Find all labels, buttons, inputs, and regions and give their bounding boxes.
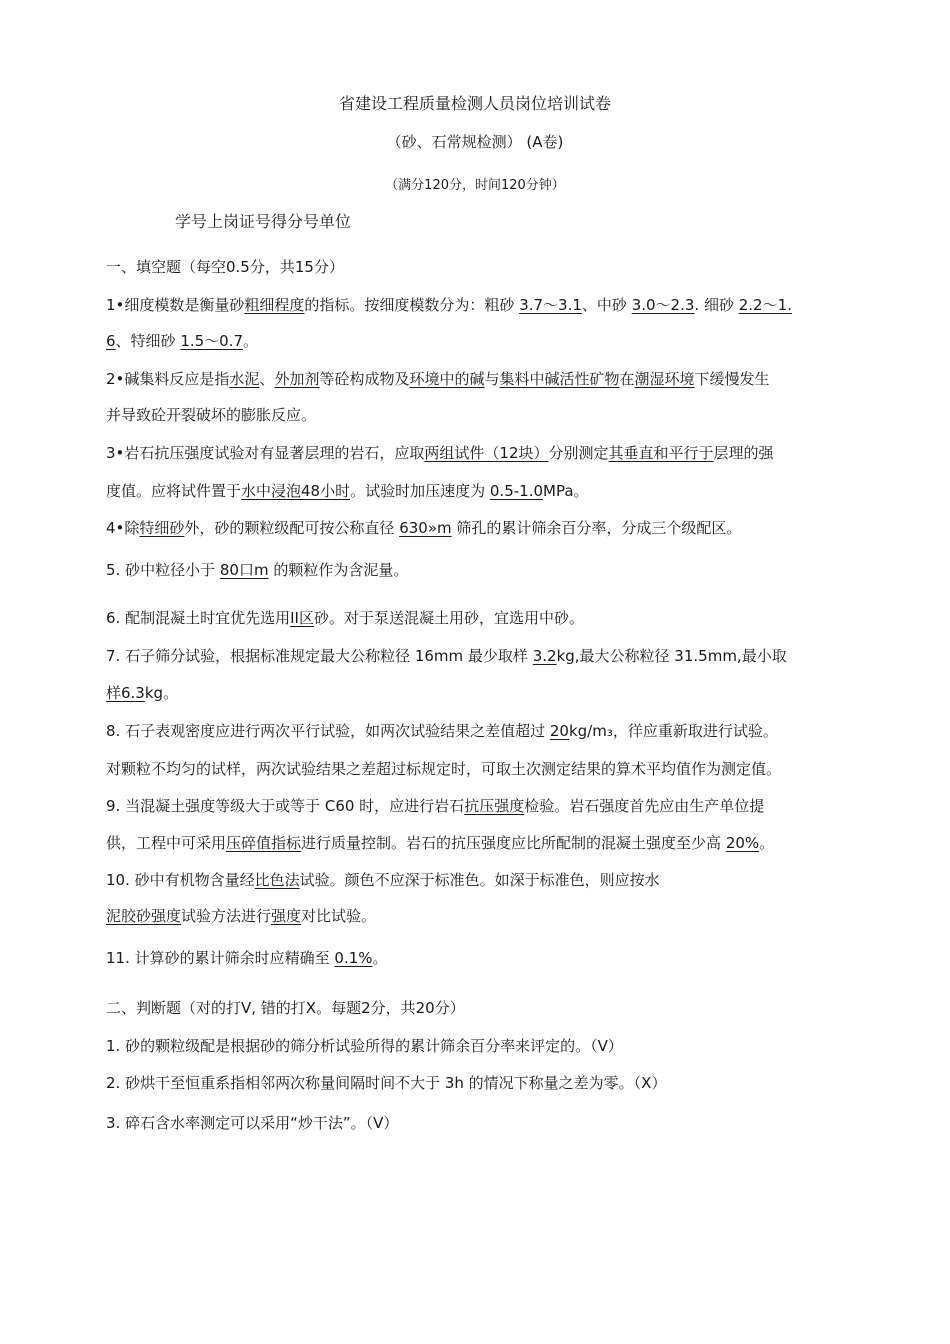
section1-line-14 (106, 796, 764, 816)
line-text: 度值。应将试件置于 (106, 482, 242, 500)
line-text: 。 (372, 949, 388, 967)
section1-line-4 (106, 405, 316, 425)
section1-line-6 (106, 481, 589, 501)
section2-line-2 (106, 1073, 666, 1093)
answer-blank: 630»m (399, 519, 452, 537)
answer-blank: 比色法 (254, 871, 300, 889)
line-text: 。试验时加压速度为 (350, 482, 490, 500)
line-text: . 细砂 (694, 296, 739, 314)
line-text: 7. 石子筛分试验，根据标准规定最大公称粒径 16mm 最少取样 (106, 647, 533, 665)
answer-blank: 样6.3 (106, 684, 145, 702)
line-text: 试验方法进行 (181, 907, 272, 925)
section1-line-3 (106, 369, 770, 389)
section1-line-10 (106, 646, 787, 666)
line-text: 2•碱集料反应是指 (106, 370, 230, 388)
line-text: 4•除 (106, 519, 140, 537)
answer-blank: 压碎值指标 (226, 834, 302, 852)
answer-blank: 3.7～3.1 (519, 296, 582, 314)
answer-blank: 0.1% (334, 949, 373, 967)
answer-blank: 两组试件（12块） (424, 444, 549, 462)
line-text: 。 (243, 332, 259, 350)
line-text: 并导致砼开裂破坏的膨胀反应。 (106, 406, 317, 424)
line-text: 对比试验。 (301, 907, 377, 925)
answer-blank: 水中浸泡48小时 (241, 482, 351, 500)
section1-line-9 (106, 608, 584, 628)
line-text: 10. 砂中有机物含量经 (106, 871, 255, 889)
line-text: 6. 配制混凝土时宜优先选用 (106, 609, 291, 627)
section2-line-3 (106, 1113, 398, 1133)
line-text: MPa。 (543, 482, 589, 500)
section1-line-7 (106, 518, 741, 538)
answer-blank: 水泥 (229, 370, 260, 388)
answer-blank: 环境中的碱 (409, 370, 485, 388)
section1-line-2 (106, 331, 258, 351)
student-info-line: 学号上岗证号得分号单位 (175, 212, 352, 231)
answer-blank: 6 (106, 332, 116, 350)
line-text: 9. 当混凝土强度等级大于或等于 C60 时，应进行岩石 (106, 797, 465, 815)
line-text: 11. 计算砂的累计筛余时应精确至 (106, 949, 335, 967)
answer-blank: 抗压强度 (464, 797, 525, 815)
answer-blank: 集料中碱活性矿物 (499, 370, 620, 388)
line-text: 2. 砂烘干至恒重系指相邻两次称量间隔时间不大于 3h 的情况下称量之差为零。（X） (106, 1074, 667, 1092)
answer-blank: 20% (725, 834, 760, 852)
line-text: 在 (619, 370, 635, 388)
answer-blank: 0.5-1.0 (489, 482, 544, 500)
answer-blank: 80口m (219, 561, 269, 579)
line-text: kg,最大公称粒径 31.5mm,最小取 (556, 647, 787, 665)
line-text: 试验。颜色不应深于标准色。如深于标准色，则应按水 (299, 871, 660, 889)
section1-line-8 (106, 560, 408, 580)
section1-line-13 (106, 759, 781, 779)
line-text: 的颗粒作为含泥量。 (268, 561, 409, 579)
line-text: 等砼构成物及 (319, 370, 410, 388)
answer-blank: 3.0～2.3 (631, 296, 695, 314)
section1-line-1 (106, 295, 792, 315)
line-text: 下缓慢发生 (694, 370, 770, 388)
line-text: 、特细砂 (115, 332, 181, 350)
line-text: 3. 碎石含水率测定可以采用“炒干法”。（V） (106, 1114, 399, 1132)
line-text: 、中砂 (581, 296, 632, 314)
line-text: 8. 石子表观密度应进行两次平行试验，如两次试验结果之差值超过 (106, 722, 550, 740)
exam-title: 省建设工程质量检测人员岗位培训试卷 (338, 94, 611, 113)
section2-line-1 (106, 1036, 623, 1056)
section1-line-16 (106, 870, 660, 890)
answer-blank: 潮湿环境 (634, 370, 695, 388)
line-text: 1•细度模数是衡量砂 (106, 296, 245, 314)
line-text: 。 (759, 834, 775, 852)
section1-line-18 (106, 948, 388, 968)
answer-blank: 外加剂 (274, 370, 320, 388)
answer-blank: 其垂直和平行于 (608, 444, 714, 462)
line-text: 外，砂的颗粒级配可按公称直径 (184, 519, 400, 537)
answer-blank: 特细砂 (139, 519, 185, 537)
section2-heading: 二、判断题（对的打V, 错的打X。每题2分，共20分） (106, 999, 465, 1017)
answer-blank: 粗细程度 (244, 296, 305, 314)
answer-blank: 20 (549, 722, 569, 740)
section1-line-5 (106, 443, 774, 463)
line-text: 、 (259, 370, 275, 388)
line-text: 筛孔的累计筛余百分率，分成三个级配区。 (451, 519, 742, 537)
answer-blank: 3.2 (532, 647, 557, 665)
section1-line-11 (106, 683, 178, 703)
answer-blank: 2.2～1. (738, 296, 792, 314)
line-text: 分别测定 (548, 444, 609, 462)
line-text: 5. 砂中粒径小于 (106, 561, 220, 579)
line-text: 1. 砂的颗粒级配是根据砂的筛分析试验所得的累计筛余百分率来评定的。（V） (106, 1037, 623, 1055)
line-text: kg。 (144, 684, 179, 702)
line-text: 进行质量控制。岩石的抗压强度应比所配制的混凝土强度至少高 (301, 834, 726, 852)
line-text: 供，工程中可采用 (106, 834, 227, 852)
section1-heading: 一、填空题（每空0.5分，共15分） (106, 258, 344, 276)
section1-line-15 (106, 833, 774, 853)
section1-line-12 (106, 721, 778, 741)
line-text: 层理的强 (713, 444, 774, 462)
line-text: 3•岩石抗压强度试验对有显著层理的岩石，应取 (106, 444, 425, 462)
answer-blank: 泥胶砂强度 (106, 907, 182, 925)
answer-blank: 强度 (271, 907, 302, 925)
line-text: 与 (484, 370, 500, 388)
line-text: 检验。岩石强度首先应由生产单位提 (524, 797, 765, 815)
line-text: 砂。对于泵送混凝土用砂，宜选用中砂。 (313, 609, 584, 627)
exam-subtitle: （砂、石常规检测） (A卷) (386, 133, 564, 151)
line-text: 的指标。按细度模数分为：粗砂 (304, 296, 520, 314)
score-time-line: （满分120分，时间120分钟） (385, 178, 565, 193)
section1-line-17 (106, 906, 376, 926)
line-text: kg/m₃，徉应重新取进行试验。 (568, 722, 778, 740)
answer-blank: 1.5～0.7 (180, 332, 244, 350)
line-text: 对颗粒不均匀的试样，两次试验结果之差超过标规定时，可取土次测定结果的算术平均值作为测定值。 (106, 760, 782, 778)
answer-blank: II区 (290, 609, 314, 627)
